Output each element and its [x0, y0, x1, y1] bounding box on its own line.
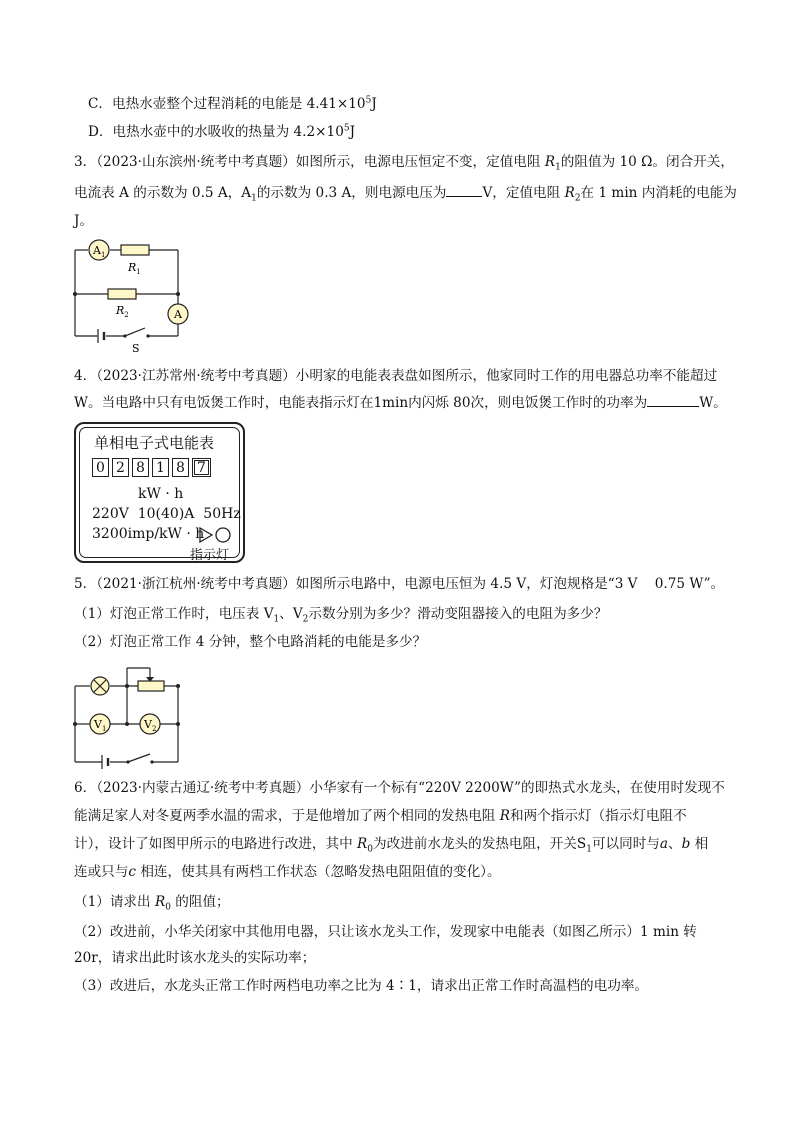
answer-blank[interactable] [647, 392, 699, 407]
q3-line-3: J。 [74, 213, 94, 229]
q5-line-1: 5．（2021·浙江杭州·统考中考真题）如图所示电路中，电源电压恒为 4.5 V，灯泡规格是“3 V 0.75 W”。 [74, 576, 725, 592]
option-c: C．电热水壶整个过程消耗的电能是 $4.41\times 10^5J$ [88, 95, 377, 112]
meter-digit: 8 [172, 458, 189, 477]
option-d: D．电热水壶中的水吸收的热量为 $4.2\times 10^5J$ [88, 123, 356, 140]
meter-unit: kW · h [138, 486, 184, 502]
svg-text:R2: $R_2$ [116, 304, 129, 319]
meter-digit: 2 [112, 458, 129, 477]
q5-part-1: （1）灯泡正常工作时，电压表 $V_1$、$V_2$示数分别为多少？滑动变阻器接入的电阻为多少？ [74, 606, 608, 625]
svg-text:V2: $V_2$ [144, 718, 157, 733]
svg-text:A1: $A_1$ [93, 244, 106, 259]
meter-imp: 3200imp/kW · h [92, 526, 205, 542]
meter-title: 单相电子式电能表 [94, 434, 215, 452]
resistor-r1-icon [121, 245, 149, 255]
q5-circuit-diagram [70, 660, 190, 772]
q3-line-2: 电流表 A 的示数为 0.5 A，$A_1$的示数为 0.3 A，则电源电压为 V，定值电阻 $R_2$在 1 min 内消耗的电能为 [74, 182, 737, 203]
electricity-meter-panel [74, 422, 245, 563]
q5-part-2: （2）灯泡正常工作 4 分钟，整个电路消耗的电能是多少？ [74, 634, 427, 650]
q6-line-2: 能满足家人对冬夏两季水温的需求，于是他增加了两个相同的发热电阻 R和两个指示灯（指示灯电阻不 [74, 808, 687, 824]
svg-text:R1: $R_1$ [128, 261, 141, 276]
q3-circuit-diagram [70, 236, 190, 356]
svg-text:A: A [174, 308, 182, 321]
lamp-icon [91, 677, 109, 695]
q3-line-1: 3．（2023·山东滨州·统考中考真题）如图所示，电源电压恒定不变，定值电阻 $R_1$的阻值为 10 Ω。闭合开关， [74, 154, 734, 173]
answer-blank[interactable] [446, 182, 482, 197]
meter-spec: 220V 10(40)A 50Hz [92, 506, 241, 522]
meter-digit: 8 [132, 458, 149, 477]
meter-digit: 0 [92, 458, 109, 477]
q4-line-1: 4．（2023·江苏常州·统考中考真题）小明家的电能表表盘如图所示，他家同时工作的用电器总功率不能超过 [74, 368, 718, 384]
indicator-light-icon [198, 526, 236, 544]
indicator-label: 指示灯 [190, 548, 230, 563]
q6-part-2-line-2: 20r，请求出此时该水龙头的实际功率； [74, 950, 316, 966]
meter-digit: 1 [152, 458, 169, 477]
resistor-r2-icon [108, 289, 136, 299]
q6-line-4: 连或只与c 相连，使其具有两档工作状态（忽略发热电阻阻值的变化）。 [74, 864, 501, 880]
q6-line-1: 6．（2023·内蒙古通辽·统考中考真题）小华家有一个标有“220V 2200W”的即热式水龙头，在使用时发现不 [74, 780, 725, 796]
meter-digits [92, 458, 211, 477]
q6-line-3: 计），设计了如图甲所示的电路进行改进，其中 $R_0$为改进前水龙头的发热电阻，开关$S_1$可以同时与a、b 相 [74, 836, 709, 855]
rheostat-icon [138, 681, 164, 691]
svg-text:V1: $V_1$ [94, 718, 107, 733]
q6-part-3: （3）改进后，水龙头正常工作时两档电功率之比为 4∶1，请求出正常工作时高温档的电功率。 [74, 978, 649, 994]
meter-digit-decimal: 7 [192, 458, 211, 477]
switch-label: S [132, 342, 140, 355]
q4-line-2: W。当电路中只有电饭煲工作时，电能表指示灯在1min内闪烁 80次，则电饭煲工作时的功率为 W。 [74, 392, 727, 413]
battery-icon [98, 329, 104, 343]
battery-icon [102, 755, 108, 769]
q6-part-2-line-1: （2）改进前，小华关闭家中其他用电器，只让该水龙头工作，发现家中电能表（如图乙所示）1 min 转 [74, 924, 697, 940]
q6-part-1: （1）请求出 $R_0$ 的阻值； [74, 894, 230, 913]
